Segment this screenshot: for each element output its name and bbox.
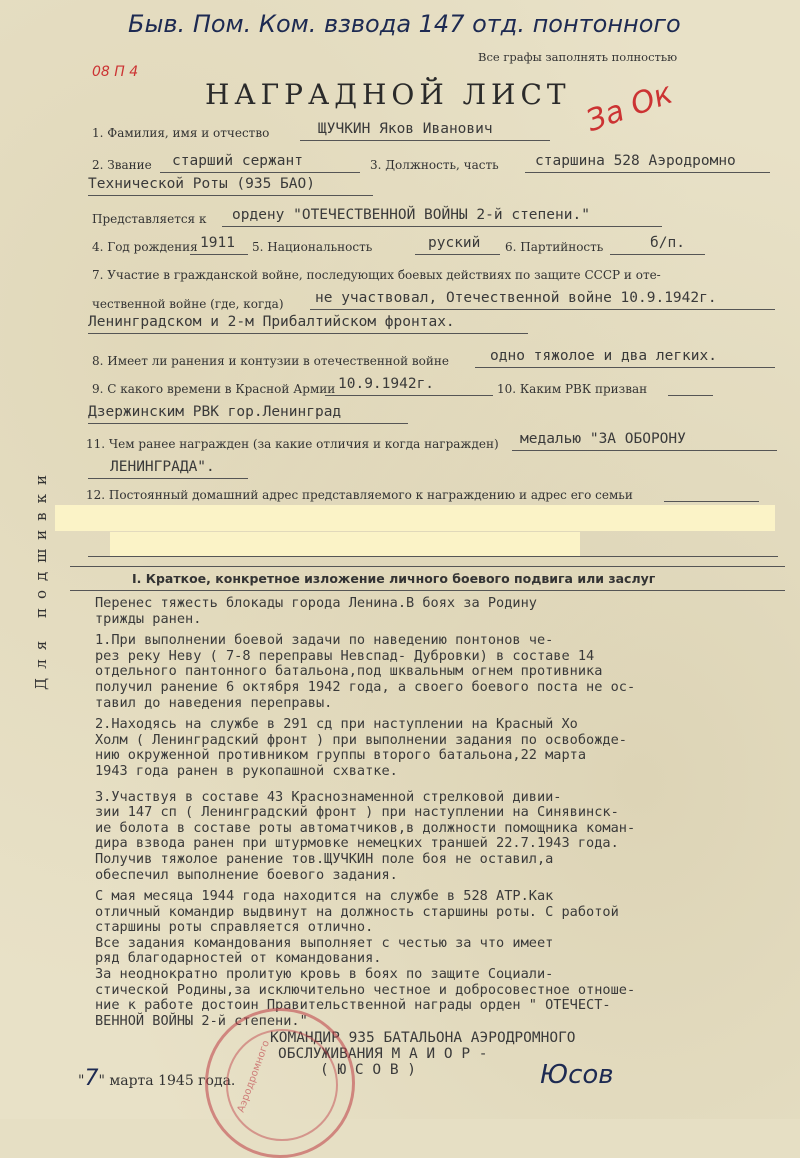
field-9-label: 9. С какого времени в Красной Армии — [92, 382, 336, 396]
commander-line-2: ОБСЛУЖИВАНИЯ М А И О Р - — [278, 1046, 488, 1062]
field-1-value: ЩУЧКИН Яков Иванович — [318, 121, 493, 137]
date-quote-close: " — [98, 1073, 105, 1089]
nominated-label: Представляется к — [92, 212, 207, 226]
red-mark-right: За Ок — [581, 75, 678, 140]
red-mark-left: 08 П 4 — [92, 64, 139, 80]
body-line: 1943 года ранен в рукопашной схватке. — [95, 762, 398, 779]
field-12-underline-2 — [88, 556, 778, 557]
field-3-underline-2 — [88, 195, 373, 196]
nominated-underline — [222, 226, 662, 227]
official-stamp — [205, 1008, 355, 1158]
body-line: ние к работе достоин Правительственной награды орден " ОТЕЧЕСТ- — [95, 997, 611, 1014]
stamp-inner-ring — [226, 1029, 338, 1141]
date-day: 7 — [84, 1066, 99, 1091]
field-10-label: 10. Каким РВК призван — [497, 382, 648, 396]
field-6-underline — [610, 254, 705, 255]
field-11-underline — [512, 450, 777, 451]
field-3-underline — [525, 172, 770, 173]
body-line: получил ранение 6 октября 1942 года, а своего боевого поста не ос- — [95, 678, 636, 695]
field-11-value-cont: ЛЕНИНГРАДА". — [110, 459, 215, 475]
body-line: трижды ранен. — [95, 610, 202, 627]
handwritten-signature: Юсов — [540, 1060, 614, 1090]
field-10-underline — [668, 395, 713, 396]
field-5-value: руский — [428, 235, 481, 251]
field-7-label: 7. Участие в гражданской войне, последующих боевых действиях по защите СССР и оте- — [92, 268, 661, 282]
body-line: Все задания командования выполняет с честью за что имеет — [95, 934, 554, 951]
field-4-underline — [190, 254, 248, 255]
body-line: 1.При выполнении боевой задачи по наведению понтонов че- — [95, 632, 554, 649]
field-8-label: 8. Имеет ли ранения и контузии в отечественной войне — [92, 354, 449, 368]
body-line: 2.Находясь на службе в 291 сд при наступлении на Красный Хо — [95, 716, 578, 733]
field-6-value: б/п. — [650, 235, 685, 251]
date-quote-open: " — [78, 1073, 85, 1089]
body-line: Перенес тяжесть блокады города Ленина.В боях за Родину — [95, 595, 537, 611]
body-line: старшины роты справляется отлично. — [95, 919, 374, 936]
body-line: тавил до наведения переправы. — [95, 694, 333, 711]
side-label: Для подшивки — [32, 466, 50, 690]
field-1-label: 1. Фамилия, имя и отчество — [92, 126, 270, 140]
fill-all-note: Все графы заполнять полностью — [478, 50, 678, 64]
field-11-value: медалью "ЗА ОБОРОНУ — [520, 431, 686, 447]
field-7-underline — [310, 309, 775, 310]
section-rule-bottom — [70, 590, 785, 591]
field-2-underline — [160, 172, 360, 173]
handwritten-header: Быв. Пом. Ком. взвода 147 отд. понтонного — [128, 10, 681, 38]
redaction-2 — [110, 532, 580, 556]
field-9-value: 10.9.1942г. — [338, 376, 435, 392]
field-11-underline-2 — [88, 478, 248, 479]
field-11-label: 11. Чем ранее награжден (за какие отличия и когда награжден) — [86, 437, 499, 451]
commander-name: ( Ю С О В ) — [320, 1062, 417, 1078]
field-7-value-cont: Ленинградском и 2-м Прибалтийском фронтах. — [88, 314, 455, 330]
field-3-value: старшина 528 Аэродромно — [535, 153, 736, 169]
body-line: зии 147 сп ( Ленинградский фронт ) при наступлении на Синявинск- — [95, 804, 619, 821]
field-2-label: 2. Звание — [92, 158, 152, 172]
field-7-value: не участвовал, Отечественной войне 10.9.1942г. — [315, 290, 717, 306]
field-5-underline — [415, 254, 500, 255]
body-line: отдельного пантонного батальона,под шквальным огнем противника — [95, 663, 603, 680]
field-7-underline-2 — [88, 333, 528, 334]
field-9-underline — [325, 395, 493, 396]
body-line: нию окруженной противником группы второго батальона,22 марта — [95, 747, 587, 764]
section-title: I. Краткое, конкретное изложение личного боевого подвига или заслуг — [132, 571, 656, 586]
body-line: стической Родины,за исключительно честное и добросовестное отноше- — [95, 981, 636, 998]
field-4-label: 4. Год рождения — [92, 240, 198, 254]
field-5-label: 5. Национальность — [252, 240, 373, 254]
field-3-value-cont: Технической Роты (935 БАО) — [88, 176, 315, 192]
section-rule-top — [70, 566, 785, 567]
body-line: Холм ( Ленинградский фронт ) при выполнении задания по освобожде- — [95, 731, 627, 748]
body-line: 3.Участвуя в составе 43 Краснознаменной стрелковой дивии- — [95, 788, 562, 805]
field-10-underline-2 — [88, 423, 408, 424]
page-title: НАГРАДНОЙ ЛИСТ — [205, 78, 571, 111]
field-12-underline — [664, 501, 759, 502]
body-line: ВЕННОЙ ВОЙНЫ 2-й степени." — [95, 1012, 308, 1029]
body-line: Получив тяжолое ранение тов.ЩУЧКИН поле боя не оставил,а — [95, 850, 554, 867]
field-6-label: 6. Партийность — [505, 240, 604, 254]
field-8-underline — [475, 367, 775, 368]
date-rest: марта 1945 года. — [109, 1073, 236, 1089]
field-4-value: 1911 — [200, 235, 235, 251]
field-3-label: 3. Должность, часть — [370, 158, 499, 172]
field-1-underline — [300, 140, 550, 141]
field-10-value: Дзержинским РВК гор.Ленинград — [88, 404, 342, 420]
field-8-value: одно тяжолое и два легких. — [490, 348, 717, 364]
deed-description — [95, 596, 785, 1029]
body-line: рез реку Неву ( 7-8 переправы Невспад- Дубровки) в составе 14 — [95, 647, 595, 664]
field-7-label-2: чественной войне (где, когда) — [92, 297, 284, 311]
commander-line-1: КОМАНДИР 935 БАТАЛЬОНА АЭРОДРОМНОГО — [270, 1030, 576, 1046]
body-line: дира взвода ранен при штурмовке немецких траншей 22.7.1943 года. — [95, 835, 619, 852]
body-line: За неоднократно пролитую кровь в боях по защите Социали- — [95, 966, 554, 983]
body-line: отличный командир выдвинут на должность старшины роты. С работой — [95, 903, 619, 920]
field-2-value: старший сержант — [172, 153, 303, 169]
field-12-label: 12. Постоянный домашний адрес представляемого к награждению и адрес его семьи — [86, 488, 633, 502]
redaction-1 — [55, 505, 775, 531]
stamp-text: Аэродромного — [235, 1039, 272, 1114]
body-line: ряд благодарностей от командования. — [95, 950, 382, 967]
body-line: обеспечил выполнение боевого задания. — [95, 866, 398, 883]
body-line: С мая месяца 1944 года находится на службе в 528 АТР.Как — [95, 888, 554, 905]
nominated-value: ордену "ОТЕЧЕСТВЕННОЙ ВОЙНЫ 2-й степени." — [232, 207, 590, 223]
body-line: ие болота в составе роты автоматчиков,в должности помощника коман- — [95, 819, 636, 836]
